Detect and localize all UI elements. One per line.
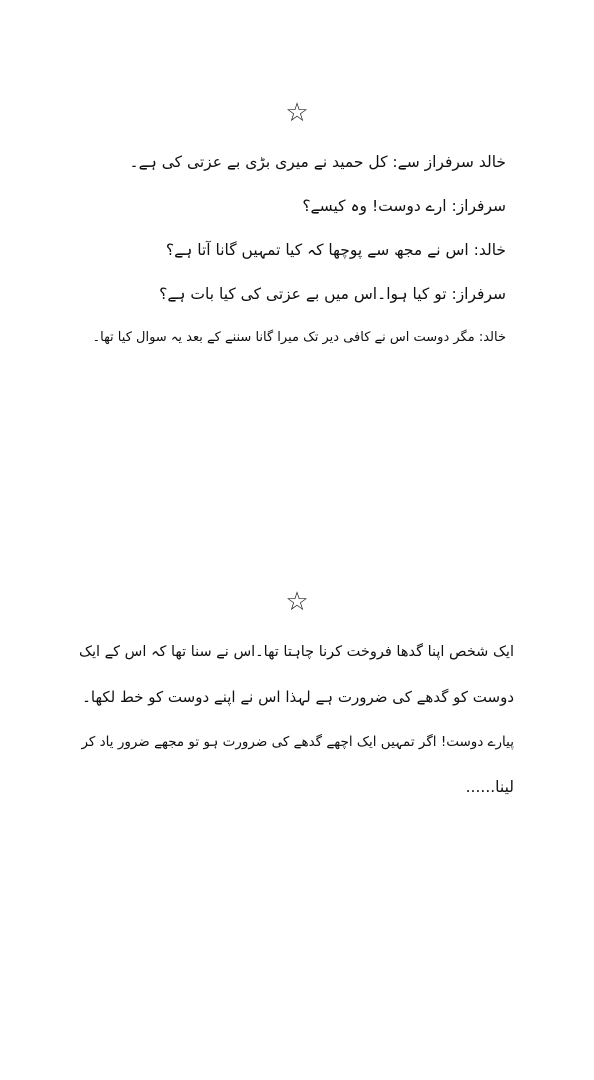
star-divider-icon: ☆: [285, 98, 309, 128]
joke-1-text: [86, 140, 506, 360]
joke-2-text: [78, 630, 514, 810]
joke-2-line-1: ایک شخص اپنا گدھا فروخت کرنا چاہتا تھا۔اس نے سنا تھا کہ اس کے ایک: [79, 644, 514, 660]
joke-1-line-1: خالد سرفراز سے: کل حمید نے میری بڑی بے عزتی کی ہے۔: [129, 153, 506, 171]
joke-1-line-2: سرفراز: ارے دوست! وہ کیسے؟: [302, 197, 506, 215]
joke-1-line-5: خالد: مگر دوست اس نے کافی دیر تک میرا گانا سننے کے بعد یہ سوال کیا تھا۔: [92, 330, 506, 345]
joke-2-line-2: دوست کو گدھے کی ضرورت ہے لہذا اس نے اپنے دوست کو خط لکھا۔: [82, 688, 514, 706]
joke-1-line-4: سرفراز: تو کیا ہوا۔اس میں بے عزتی کی کیا بات ہے؟: [159, 285, 506, 303]
joke-2-line-3: پیارے دوست! اگر تمہیں ایک اچھے گدھے کی ضرورت ہو تو مجھے ضرور یاد کر: [81, 734, 514, 750]
joke-2-line-4: لینا......: [465, 778, 514, 796]
star-divider-icon: ☆: [285, 587, 309, 617]
joke-1-line-3: خالد: اس نے مجھ سے پوچھا کہ کیا تمہیں گانا آتا ہے؟: [165, 241, 506, 259]
